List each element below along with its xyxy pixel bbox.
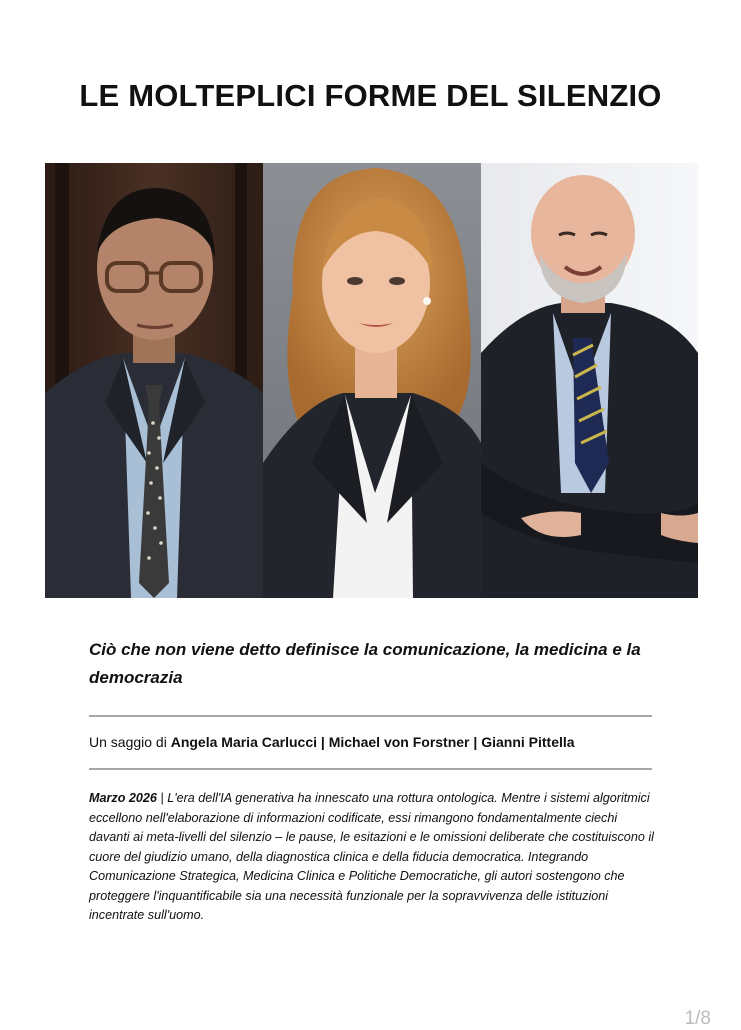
author-photos — [45, 163, 698, 598]
author-photo-3 — [481, 163, 698, 598]
divider-top — [89, 715, 652, 717]
byline — [89, 734, 575, 750]
document-title: LE MOLTEPLICI FORME DEL SILENZIO — [79, 78, 662, 113]
author-photo-2 — [263, 163, 481, 598]
divider-bottom — [89, 768, 652, 770]
abstract-text: L'era dell'IA generativa ha innescato una rottura ontologica. Mentre i sistemi algoritmici eccellono nell'elaborazione di informazioni codificate, essi rimangono fondamentalmente ciechi davanti ai meta-livelli del silenzio – le pause, le esitazioni e le omissioni deliberate che costituiscono il cuore del giudizio umano, della diagnostica clinica e della fiducia democratica. Integrando Comunicazione Strategica, Medicina Clinica e Politiche Democratiche, gli autori sostengono che proteggere l'inquantificabile sia una necessità funzionale per la sopravvivenza delle istituzioni incentrate sull'uomo. — [89, 791, 654, 922]
abstract-separator: | — [156, 791, 168, 805]
author-photo-1 — [45, 163, 263, 598]
author-name: Angela Maria Carlucci — [170, 734, 317, 750]
abstract-date: Marzo 2026 — [89, 791, 157, 805]
page-number: 1/8 — [684, 1008, 711, 1029]
author-name: Michael von Forstner — [328, 734, 470, 750]
abstract — [89, 789, 654, 926]
byline-separator: | — [469, 734, 482, 750]
document-subtitle: Ciò che non viene detto definisce la comunicazione, la medicina e la democrazia — [89, 640, 641, 687]
byline-prefix: Un saggio di — [89, 734, 171, 750]
byline-separator: | — [317, 734, 329, 750]
author-name: Gianni Pittella — [481, 734, 575, 750]
